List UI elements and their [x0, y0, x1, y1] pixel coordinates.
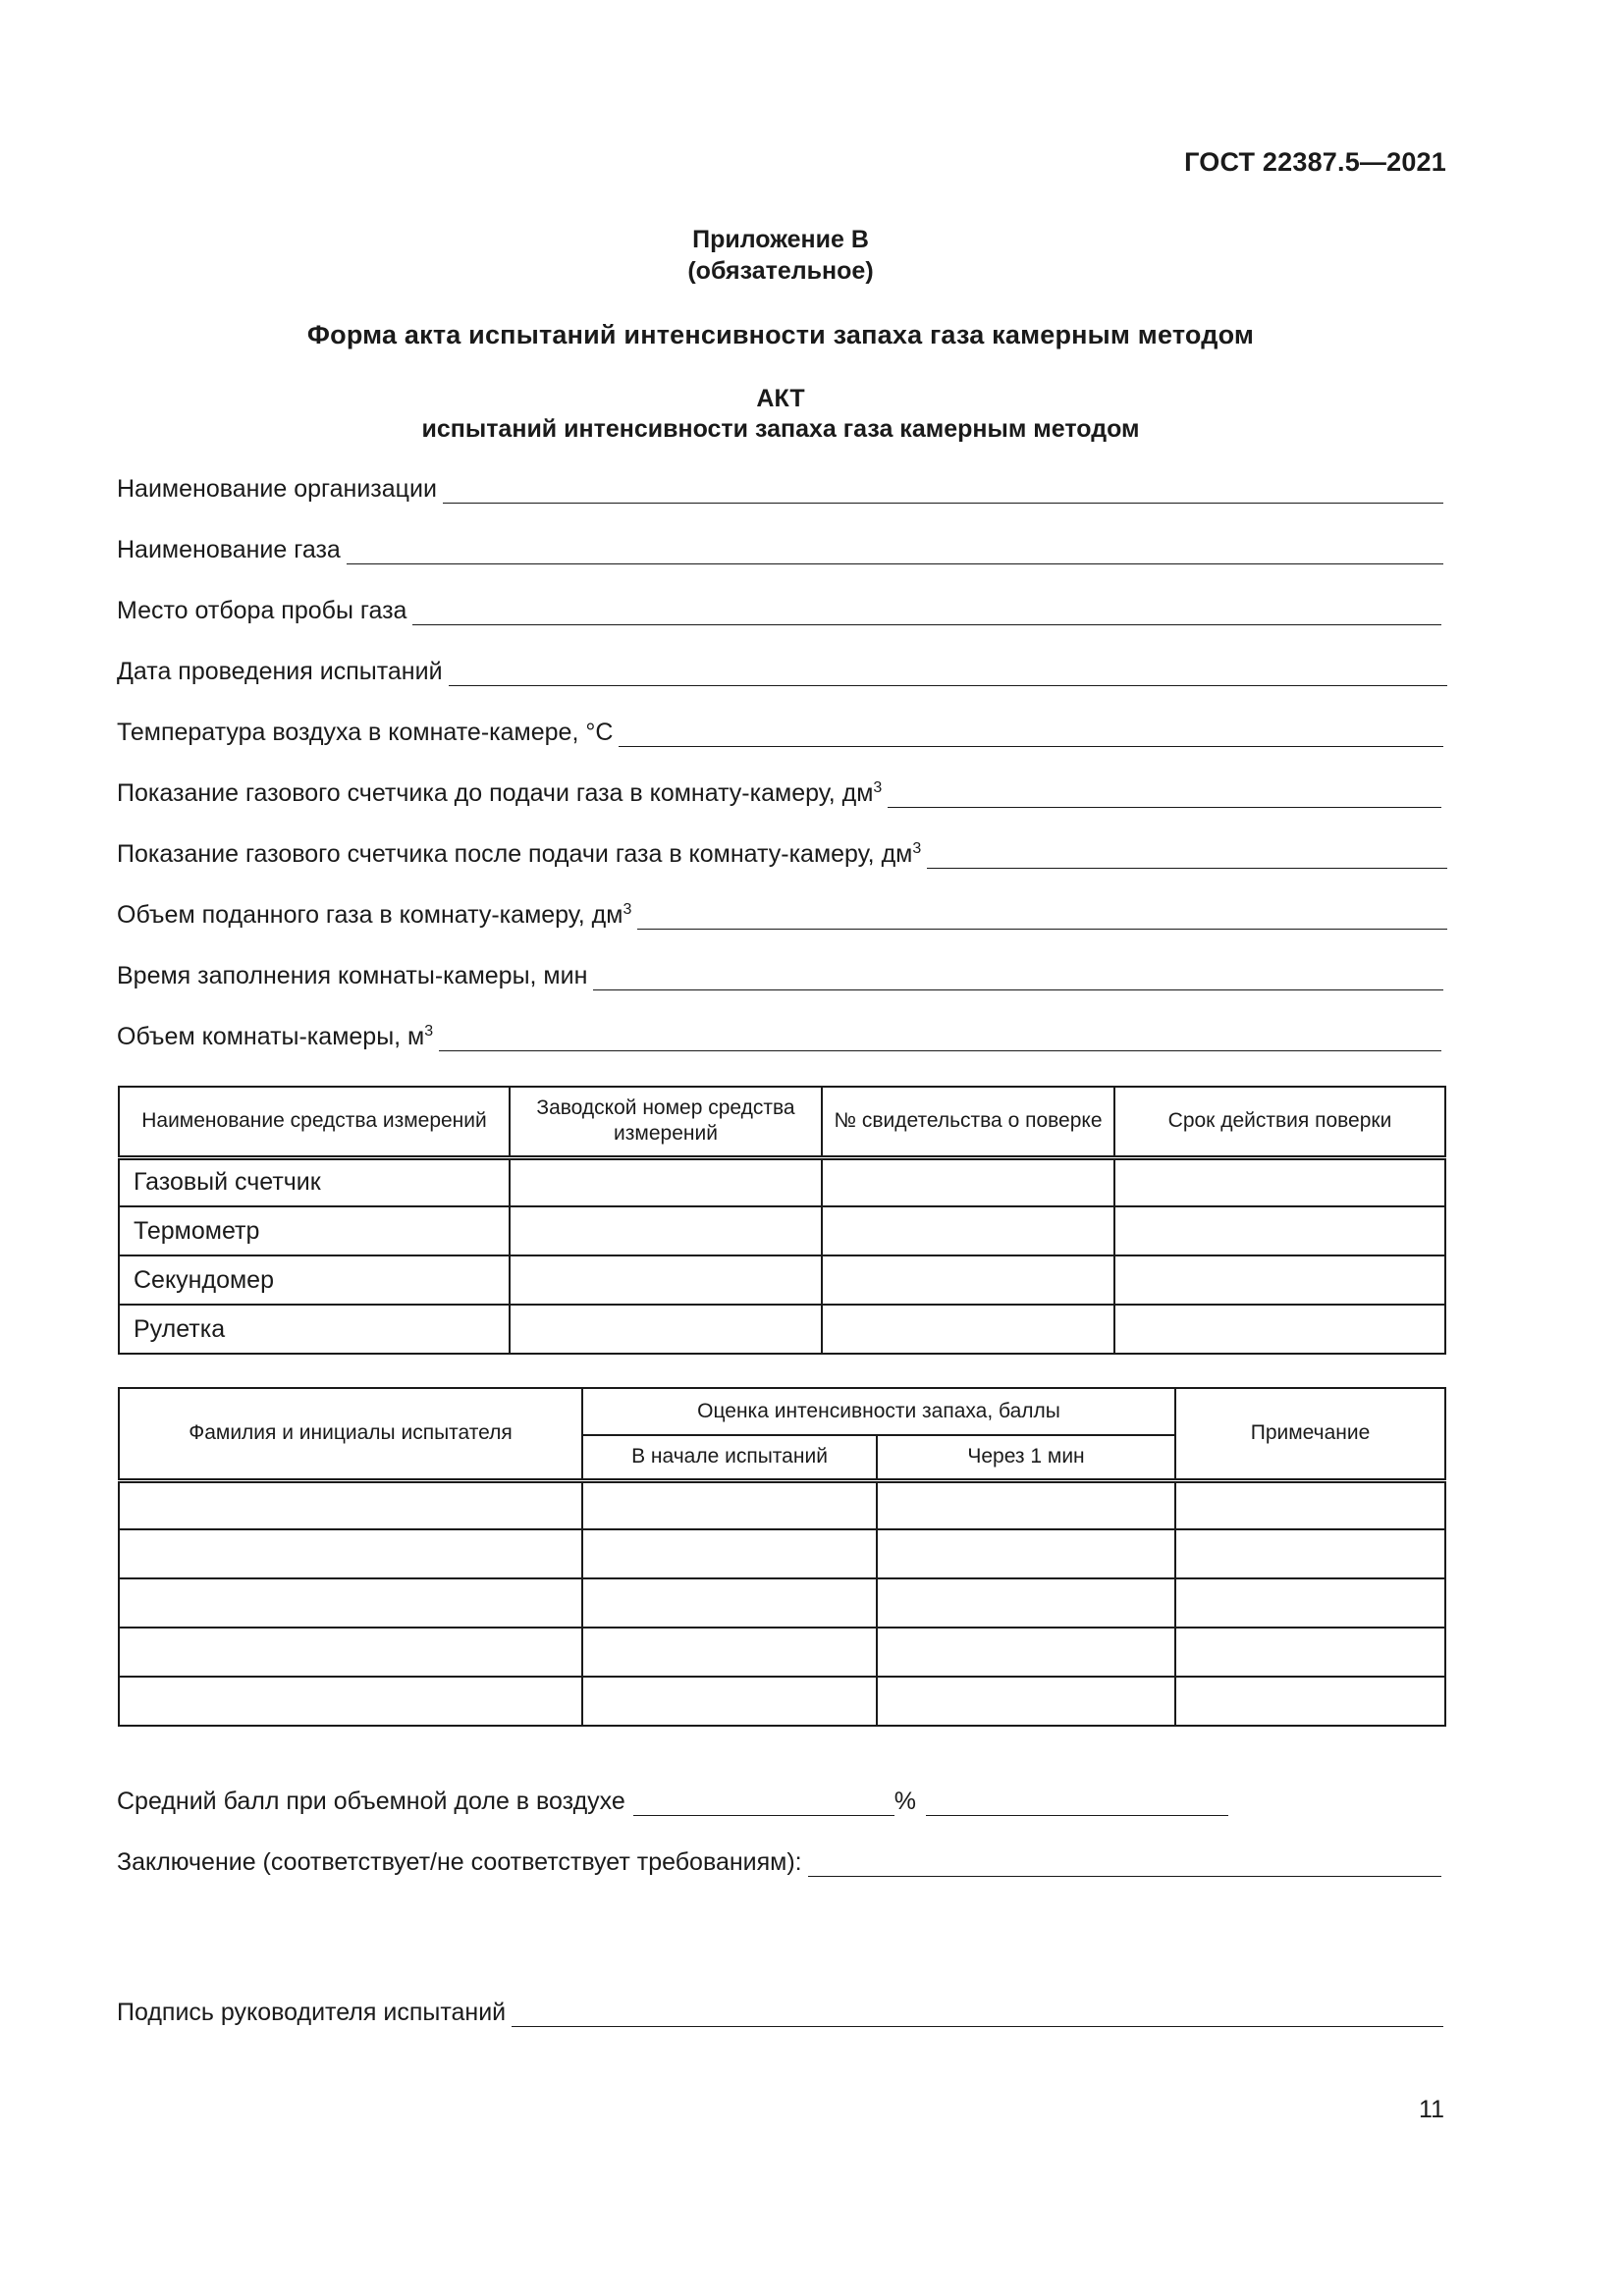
- field-meter-before: [117, 778, 1441, 808]
- form-title: Форма акта испытаний интенсивности запаха газа камерным методом: [306, 320, 1255, 349]
- table-cell[interactable]: [877, 1677, 1175, 1726]
- score-1min-header: Через 1 мин: [877, 1435, 1175, 1480]
- table-cell[interactable]: [1175, 1529, 1445, 1578]
- score-group-header: Оценка интенсивности запаха, баллы: [582, 1388, 1175, 1435]
- table-row: [119, 1628, 1445, 1677]
- field-label: Наименование газа: [117, 536, 341, 563]
- table-cell[interactable]: [1175, 1578, 1445, 1628]
- table-cell[interactable]: [582, 1628, 877, 1677]
- table-header-row: [119, 1087, 1445, 1157]
- gas-name-input[interactable]: [347, 540, 1443, 564]
- signature-input[interactable]: [512, 2002, 1443, 2027]
- table-cell[interactable]: [510, 1255, 822, 1305]
- table-cell[interactable]: [1114, 1255, 1445, 1305]
- table-row: [119, 1255, 1445, 1305]
- table-cell[interactable]: [1114, 1305, 1445, 1354]
- score-start-header: В начале испытаний: [582, 1435, 877, 1480]
- table-row: [119, 1480, 1445, 1529]
- table-header-row: [119, 1388, 1445, 1435]
- odor-scores-table: [118, 1387, 1446, 1727]
- unit-superscript: 3: [623, 901, 632, 918]
- field-test-date: [117, 657, 1447, 686]
- table-row: [119, 1206, 1445, 1255]
- instrument-name: Рулетка: [119, 1305, 510, 1354]
- instrument-name: Газовый счетчик: [119, 1157, 510, 1206]
- conclusion-label: Заключение (соответствует/не соответствует требованиям):: [117, 1848, 802, 1876]
- table-cell[interactable]: [1175, 1628, 1445, 1677]
- table-cell[interactable]: [119, 1628, 582, 1677]
- table-cell[interactable]: [822, 1305, 1114, 1354]
- unit-superscript: 3: [912, 840, 922, 857]
- table-row: [119, 1677, 1445, 1726]
- room-volume-input[interactable]: [439, 1027, 1441, 1051]
- sampling-place-input[interactable]: [412, 601, 1441, 625]
- table-cell[interactable]: [877, 1529, 1175, 1578]
- table-row: [119, 1157, 1445, 1206]
- table-cell[interactable]: [582, 1677, 877, 1726]
- table-cell[interactable]: [877, 1628, 1175, 1677]
- appendix-title: Приложение В: [692, 226, 869, 253]
- table-cell[interactable]: [510, 1157, 822, 1206]
- table-cell[interactable]: [510, 1305, 822, 1354]
- column-header: Наименование средства измерений: [119, 1087, 510, 1157]
- field-label: Дата проведения испытаний: [117, 658, 443, 685]
- table-cell[interactable]: [582, 1578, 877, 1628]
- table-cell[interactable]: [1114, 1157, 1445, 1206]
- unit-superscript: 3: [873, 779, 883, 796]
- field-label: Наименование организации: [117, 475, 437, 503]
- signature-field: [117, 1998, 1443, 2027]
- table-cell[interactable]: [1114, 1206, 1445, 1255]
- percent-sign: %: [893, 1788, 917, 1815]
- fill-time-input[interactable]: [593, 966, 1443, 990]
- field-gas-volume: [117, 900, 1447, 930]
- field-gas-name: [117, 535, 1443, 564]
- table-cell[interactable]: [822, 1255, 1114, 1305]
- volume-fraction-input[interactable]: [633, 1791, 894, 1816]
- field-label: Объем поданного газа в комнату-камеру, $дм^3$: [117, 901, 632, 929]
- conclusion-input[interactable]: [808, 1852, 1441, 1877]
- gas-volume-input[interactable]: [637, 905, 1447, 930]
- table-cell[interactable]: [822, 1206, 1114, 1255]
- table-cell[interactable]: [582, 1529, 877, 1578]
- column-header: Срок действия поверки: [1114, 1087, 1445, 1157]
- average-score-input[interactable]: [926, 1791, 1228, 1816]
- field-label: Объем комнаты-камеры, $м^3$: [117, 1023, 434, 1050]
- average-score-field: [117, 1787, 1228, 1816]
- instrument-name: Термометр: [119, 1206, 510, 1255]
- appendix-status: (обязательное): [687, 257, 874, 285]
- table-cell[interactable]: [877, 1578, 1175, 1628]
- table-row: [119, 1305, 1445, 1354]
- table-cell[interactable]: [119, 1480, 582, 1529]
- test-date-input[interactable]: [449, 662, 1447, 686]
- column-header: Заводской номер средства измерений: [510, 1087, 822, 1157]
- signature-label: Подпись руководителя испытаний: [117, 1999, 507, 2026]
- instruments-table: [118, 1086, 1446, 1355]
- organization-input[interactable]: [443, 479, 1443, 504]
- standard-number: ГОСТ 22387.5—2021: [1184, 147, 1446, 177]
- act-title: АКТ: [756, 385, 805, 412]
- field-fill-time: [117, 961, 1443, 990]
- field-air-temperature: [117, 718, 1443, 747]
- column-header: № свидетельства о поверке: [822, 1087, 1114, 1157]
- field-label: Показание газового счетчика до подачи газа в комнату-камеру, $дм^3$: [117, 779, 883, 807]
- table-cell[interactable]: [582, 1480, 877, 1529]
- tester-column-header: Фамилия и инициалы испытателя: [119, 1388, 582, 1480]
- unit-superscript: 3: [424, 1023, 434, 1040]
- note-column-header: Примечание: [1175, 1388, 1445, 1480]
- table-cell[interactable]: [510, 1206, 822, 1255]
- act-subtitle: испытаний интенсивности запаха газа камерным методом: [421, 415, 1140, 443]
- field-label: Температура воздуха в комнате-камере, °С: [117, 719, 614, 746]
- table-row: [119, 1578, 1445, 1628]
- table-cell[interactable]: [1175, 1480, 1445, 1529]
- table-cell[interactable]: [119, 1529, 582, 1578]
- field-room-volume: [117, 1022, 1441, 1051]
- average-score-label: Средний балл при объемной доле в воздухе: [117, 1788, 625, 1815]
- conclusion-field: [117, 1847, 1441, 1877]
- field-sampling-place: [117, 596, 1441, 625]
- table-row: [119, 1529, 1445, 1578]
- table-cell[interactable]: [1175, 1677, 1445, 1726]
- page-number: 11: [1419, 2096, 1444, 2123]
- table-cell[interactable]: [822, 1157, 1114, 1206]
- instrument-name: Секундомер: [119, 1255, 510, 1305]
- table-cell[interactable]: [119, 1578, 582, 1628]
- field-label: Место отбора пробы газа: [117, 597, 407, 624]
- meter-after-input[interactable]: [927, 844, 1447, 869]
- field-label: Время заполнения комнаты-камеры, мин: [117, 962, 588, 989]
- field-organization: [117, 474, 1443, 504]
- field-label: Показание газового счетчика после подачи газа в комнату-камеру, $дм^3$: [117, 840, 922, 868]
- table-cell[interactable]: [877, 1480, 1175, 1529]
- field-meter-after: [117, 839, 1447, 869]
- meter-before-input[interactable]: [888, 783, 1441, 808]
- air-temperature-input[interactable]: [619, 722, 1443, 747]
- table-cell[interactable]: [119, 1677, 582, 1726]
